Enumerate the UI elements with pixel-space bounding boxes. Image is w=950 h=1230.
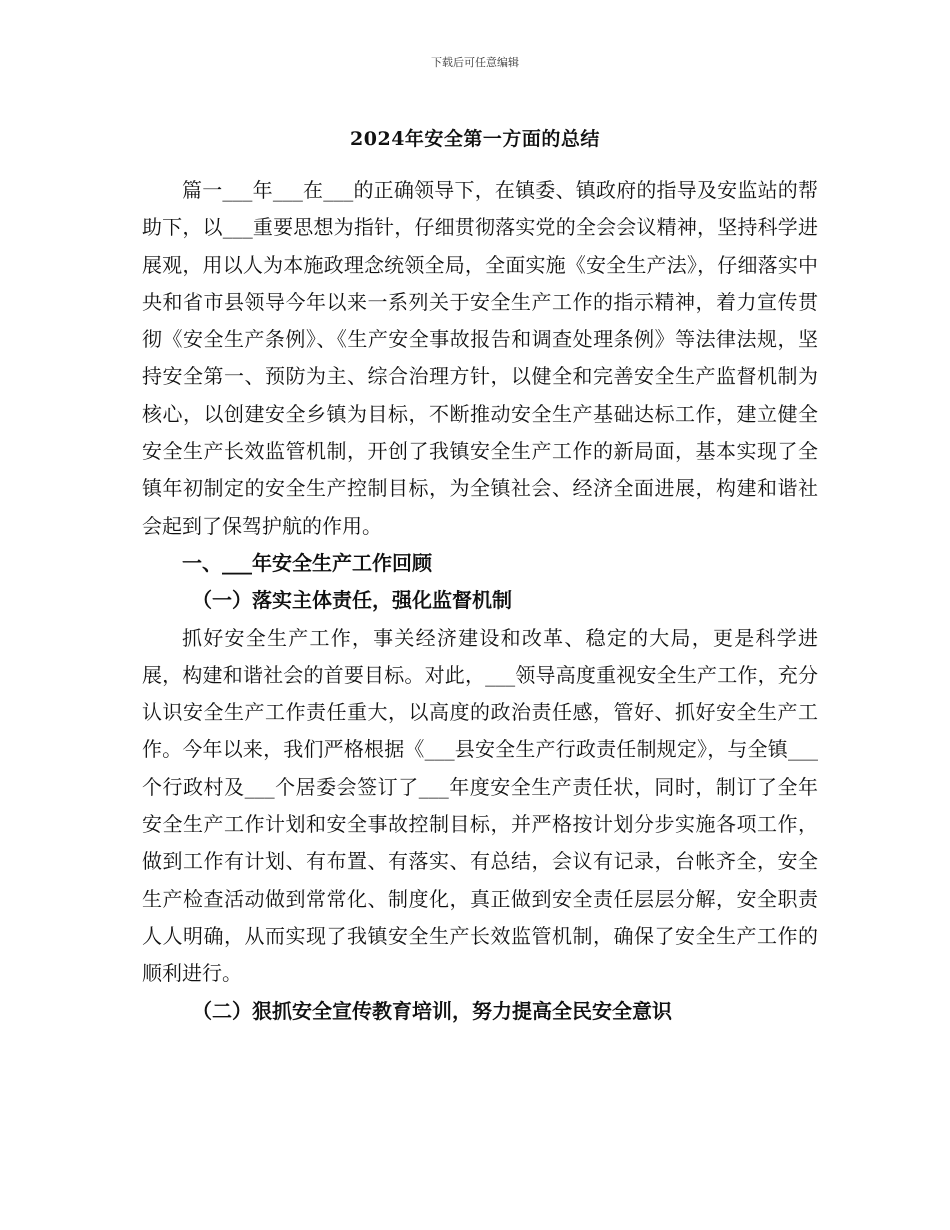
section-heading-1: 一、___年安全生产工作回顾 <box>182 550 432 575</box>
paragraph-intro: 篇一___年___在___的正确领导下，在镇委、镇政府的指导及安监站的帮助下，以___重要思想为指针，仔细贯彻落实党的全会会议精神，坚持科学进展观，用以人为本施政理念统领全局，全面实施《安全生产法》，仔细落实中央和省市县领导今年以来一系列关于安全生产工作的指示精神，着力宣传贯彻《安全生产条例》、《生产安全事故报告和调查处理条例》等法律法规，坚持安全第一、预防为主、综合治理方针，以健全和完善安全生产监督机制为核心，以创建安全乡镇为目标，不断推动安全生产基础达标工作，建立健全安全生产长效监管机制，开创了我镇安全生产工作的新局面，基本实现了全镇年初制定的安全生产控制目标，为全镇社会、经济全面进展，构建和谐社会起到了保驾护航的作用。 <box>142 178 818 538</box>
subsection-heading-1: （一）落实主体责任，强化监督机制 <box>192 588 512 613</box>
header-note: 下载后可任意编辑 <box>431 56 519 69</box>
document-title: 2024年安全第一方面的总结 <box>350 128 600 150</box>
document-body <box>142 172 818 1030</box>
paragraph-responsibility: 抓好安全生产工作，事关经济建设和改革、稳定的大局，更是科学进展，构建和谐社会的首要目标。对此，___领导高度重视安全生产工作，充分认识安全生产工作责任重大，以高度的政治责任感，管好、抓好安全生产工作。今年以来，我们严格根据《___县安全生产行政责任制规定》，与全镇___个行政村及___个居委会签订了___年度安全生产责任状，同时，制订了全年安全生产工作计划和安全事故控制目标，并严格按计划分步实施各项工作，做到工作有计划、有布置、有落实、有总结，会议有记录，台帐齐全，安全生产检查活动做到常常化、制度化，真正做到安全责任层层分解，安全职责人人明确，从而实现了我镇安全生产长效监管机制，确保了安全生产工作的顺利进行。 <box>142 625 818 986</box>
subsection-heading-2: （二）狠抓安全宣传教育培训，努力提高全民安全意识 <box>192 998 672 1023</box>
